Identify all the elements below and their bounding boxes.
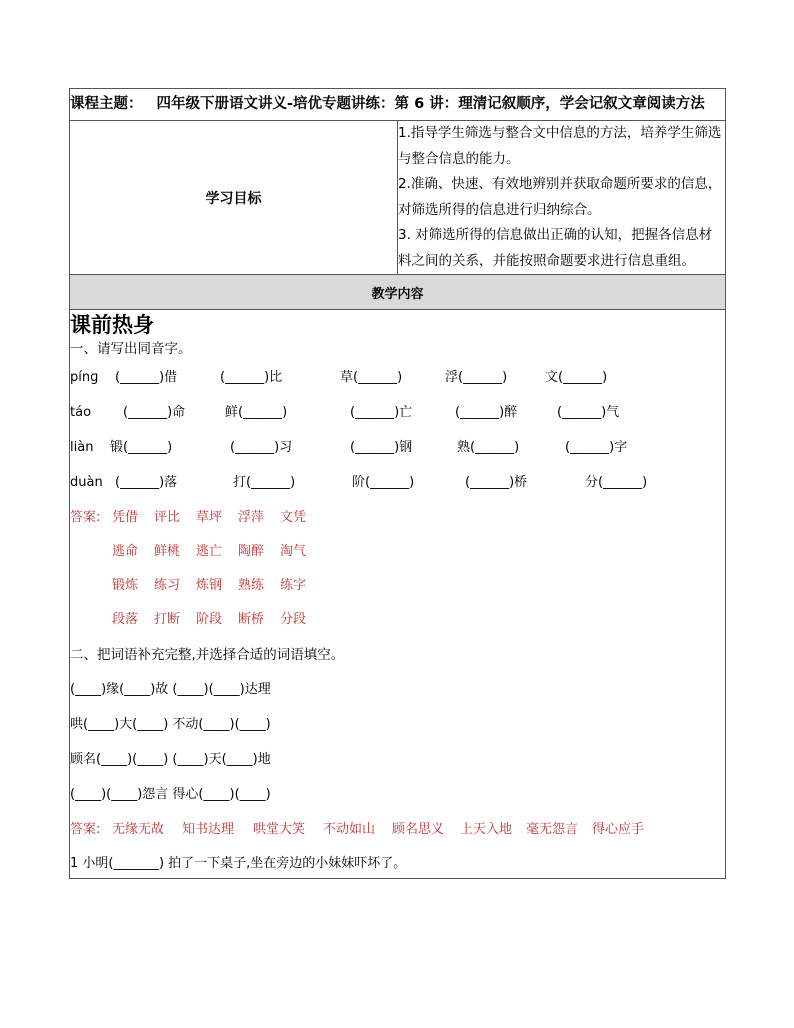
blank-word: 浮(______) bbox=[445, 370, 508, 385]
idiom-row: (____)缘(____)故 (____)(____)达理 bbox=[70, 682, 271, 697]
blank-word: (______)命 bbox=[123, 405, 186, 420]
answer-word: 草坪 bbox=[196, 510, 223, 525]
blank-word: 草(______) bbox=[340, 370, 403, 385]
answer-idiom: 毫无怨言 bbox=[526, 822, 579, 837]
pinyin-row bbox=[70, 438, 725, 473]
answer-word: 熟练 bbox=[238, 578, 265, 593]
answer-word: 评比 bbox=[154, 510, 181, 525]
answer-word: 逃命 bbox=[112, 544, 139, 559]
pinyin: duàn bbox=[70, 475, 103, 490]
pinyin-row bbox=[70, 368, 725, 403]
section-header: 教学内容 bbox=[70, 275, 726, 310]
pinyin-row bbox=[70, 473, 725, 508]
answer-idiom: 得心应手 bbox=[592, 822, 645, 837]
answer-word: 炼钢 bbox=[196, 578, 223, 593]
q1-title: 一、请写出同音字。 bbox=[70, 341, 192, 357]
answer-word: 打断 bbox=[154, 612, 181, 627]
blank-word: (______)字 bbox=[565, 440, 628, 455]
topic-text: 四年级下册语文讲义-培优专题讲练：第 6 讲：理清记叙顺序，学会记叙文章阅读方法 bbox=[156, 96, 705, 112]
blank-word: (______)钢 bbox=[350, 440, 413, 455]
answer-word: 逃亡 bbox=[196, 544, 223, 559]
goal-item: 3. 对筛选所得的信息做出正确的认知，把握各信息材料之间的关系，并能按照命题要求进行信息重组。 bbox=[398, 227, 713, 269]
answer-idiom: 无缘无故 bbox=[112, 822, 165, 837]
blank-word: (______)桥 bbox=[465, 475, 528, 490]
answer-word: 练字 bbox=[280, 578, 307, 593]
topic-cell bbox=[70, 89, 726, 121]
answer-idiom: 上天入地 bbox=[460, 822, 513, 837]
blank-word: (______)气 bbox=[557, 405, 620, 420]
goal-item: 1.指导学生筛选与整合文中信息的方法，培养学生筛选与整合信息的能力。 bbox=[398, 125, 722, 167]
lesson-page bbox=[69, 88, 726, 879]
content-cell bbox=[70, 310, 726, 879]
blank-word: (______)醉 bbox=[455, 405, 518, 420]
answer-row bbox=[70, 610, 725, 644]
answer-word: 鲜桃 bbox=[154, 544, 181, 559]
answer-idiom: 不动如山 bbox=[323, 822, 376, 837]
pinyin: táo bbox=[70, 405, 92, 420]
q2-title: 二、把词语补充完整,并选择合适的词语填空。 bbox=[70, 647, 345, 663]
answer-row bbox=[70, 508, 725, 542]
sentence-item: 1 小明(_______) 拍了一下桌子,坐在旁边的小妹妹吓坏了。 bbox=[70, 856, 407, 871]
idiom-answer-row bbox=[70, 820, 725, 854]
answer-idiom: 顾名思义 bbox=[392, 822, 445, 837]
blank-word: 阶(______) bbox=[352, 475, 415, 490]
goals-list bbox=[398, 121, 726, 275]
blank-word: (______)比 bbox=[220, 370, 283, 385]
pinyin: pínɡ bbox=[70, 370, 99, 385]
goal-item: 2.准确、快速、有效地辨别并获取命题所要求的信息，对筛选所得的信息进行归纳综合。 bbox=[398, 176, 722, 218]
answer-idiom: 哄堂大笑 bbox=[253, 822, 306, 837]
topic-label: 课程主题： bbox=[70, 96, 143, 112]
blank-word: (______)借 bbox=[115, 370, 178, 385]
answer-row bbox=[70, 542, 725, 576]
blank-word: 打(______) bbox=[233, 475, 296, 490]
blank-word: (______)亡 bbox=[350, 405, 413, 420]
warmup-title: 课前热身 bbox=[70, 313, 154, 337]
answer-word: 文凭 bbox=[280, 510, 307, 525]
answer-word: 锻炼 bbox=[112, 578, 139, 593]
answer-word: 段落 bbox=[112, 612, 139, 627]
answer-word: 凭借 bbox=[112, 510, 139, 525]
pinyin: liàn bbox=[70, 440, 94, 455]
answer-word: 练习 bbox=[154, 578, 181, 593]
blank-word: 锻(______) bbox=[110, 440, 173, 455]
idiom-row: 顾名(____)(____) (____)天(____)地 bbox=[70, 752, 271, 767]
idiom-row: 哄(____)大(____) 不动(____)(____) bbox=[70, 717, 271, 732]
answer-word: 陶醉 bbox=[238, 544, 265, 559]
idiom-row: (____)(____)怨言 得心(____)(____) bbox=[70, 787, 271, 802]
answer-word: 淘气 bbox=[280, 544, 307, 559]
answer-word: 断桥 bbox=[238, 612, 265, 627]
blank-word: 鲜(______) bbox=[225, 405, 288, 420]
blank-word: (______)落 bbox=[115, 475, 178, 490]
blank-word: 熟(______) bbox=[457, 440, 520, 455]
blank-word: 分(______) bbox=[585, 475, 648, 490]
goals-label: 学习目标 bbox=[70, 121, 398, 275]
answer-label: 答案: bbox=[70, 822, 101, 837]
answer-word: 阶段 bbox=[196, 612, 223, 627]
blank-word: (______)习 bbox=[230, 440, 293, 455]
blank-word: 文(______) bbox=[545, 370, 608, 385]
answer-word: 分段 bbox=[280, 612, 307, 627]
answer-idiom: 知书达理 bbox=[182, 822, 235, 837]
answer-row bbox=[70, 576, 725, 610]
pinyin-row bbox=[70, 403, 725, 438]
answer-word: 浮萍 bbox=[238, 510, 265, 525]
answer-label: 答案: bbox=[70, 510, 101, 525]
lesson-table bbox=[69, 88, 726, 879]
